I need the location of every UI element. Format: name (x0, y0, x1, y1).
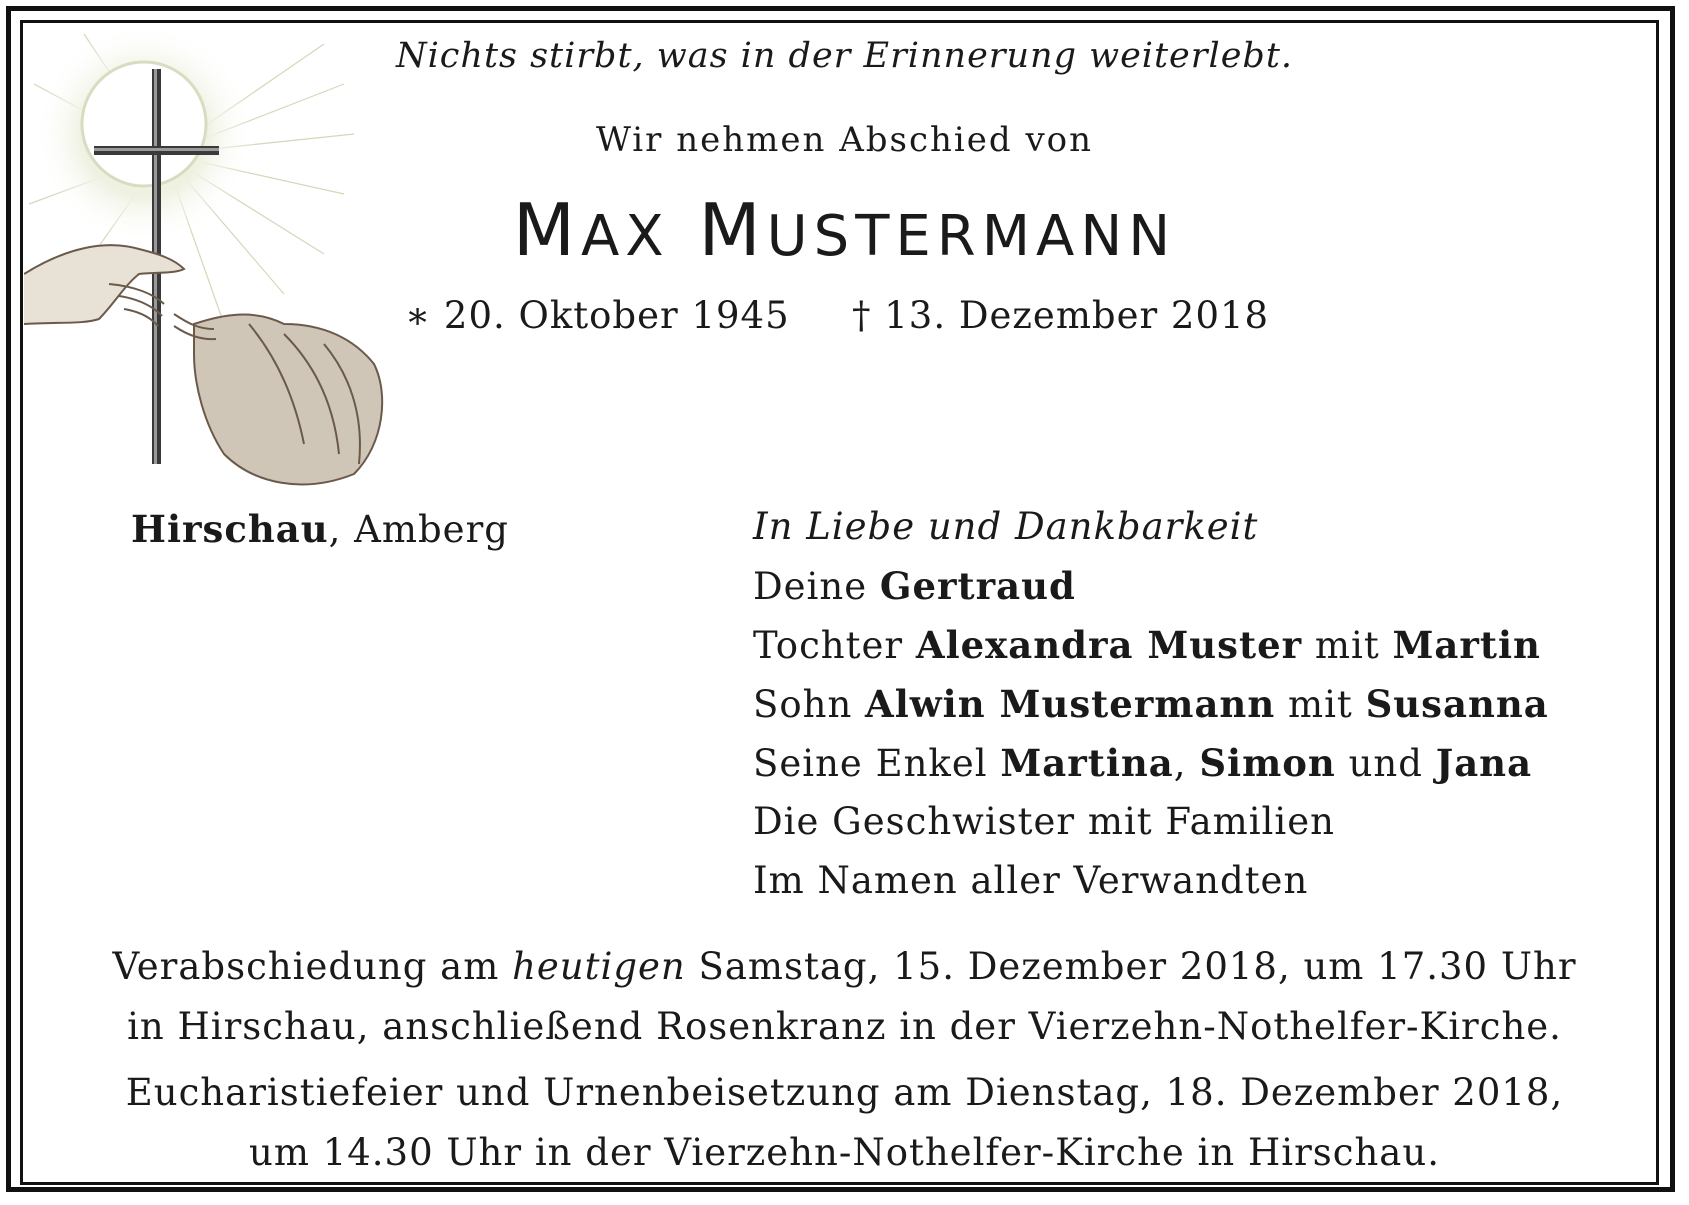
family-member-name: Jana (1435, 741, 1533, 785)
family-line-son (753, 682, 1549, 726)
birth-star-icon: ∗ (405, 294, 432, 337)
family-member-name: Martin (1392, 623, 1541, 667)
intro-line: Wir nehmen Abschied von (595, 120, 1094, 160)
family-line-label: Sohn (753, 683, 866, 726)
death-cross-icon: † (852, 294, 872, 337)
ceremony-line-1 (0, 937, 1689, 997)
ceremony-text: Samstag, 15. Dezember 2018, um 17.30 Uhr (685, 945, 1577, 988)
location-rest: , Amberg (328, 508, 509, 551)
death-date (852, 294, 1269, 337)
hands-icon (24, 245, 382, 484)
family-member-name: Susanna (1365, 682, 1549, 726)
family-member-name: Martina (1000, 741, 1174, 785)
family-line-spouse (753, 564, 1076, 608)
family-line-connector: , (1173, 742, 1200, 785)
deceased-name (0, 188, 1689, 272)
family-line-label: Seine Enkel (753, 742, 1001, 785)
first-name-initial: M (512, 188, 581, 272)
family-line-grandchildren (753, 741, 1532, 785)
location-town: Hirschau (131, 507, 329, 551)
ceremony-text: Verabschiedung am (112, 945, 513, 988)
family-heading: In Liebe und Dankbarkeit (753, 505, 1259, 548)
first-name-rest: AX (580, 204, 670, 269)
family-member-name: Simon (1199, 741, 1336, 785)
ceremony-emphasis: heutigen (512, 945, 686, 988)
family-line-label: Tochter (753, 624, 916, 667)
burial-line-1: Eucharistiefeier und Urnenbeisetzung am Dienstag, 18. Dezember 2018, (125, 1071, 1564, 1114)
last-name-initial: M (698, 188, 767, 272)
last-name-rest: USTERMANN (766, 204, 1177, 269)
location (131, 507, 509, 551)
life-dates (0, 294, 1689, 344)
family-line-connector: mit (1275, 683, 1366, 726)
burial-line-2: um 14.30 Uhr in der Vierzehn-Nothelfer-Kirche in Hirschau. (249, 1131, 1440, 1174)
motto-quote: Nichts stirbt, was in der Erinnerung weiterlebt. (395, 36, 1294, 76)
family-line-siblings: Die Geschwister mit Familien (753, 800, 1335, 843)
family-line-connector: und (1335, 742, 1436, 785)
family-member-name: Alwin Mustermann (865, 682, 1276, 726)
family-line-connector: mit (1302, 624, 1393, 667)
birth-date (405, 294, 790, 337)
farewell-ceremony-info (0, 937, 1689, 1057)
death-date-text: 13. Dezember 2018 (884, 294, 1270, 337)
ceremony-line-2: in Hirschau, anschließend Rosenkranz in der Vierzehn-Nothelfer-Kirche. (127, 1005, 1562, 1048)
burial-info (0, 1063, 1689, 1183)
family-member-name: Gertraud (879, 564, 1076, 608)
family-line-label: Deine (753, 565, 880, 608)
family-line-relatives: Im Namen aller Verwandten (753, 859, 1309, 902)
family-line-daughter (753, 623, 1541, 667)
family-member-name: Alexandra Muster (915, 623, 1303, 667)
birth-date-text: 20. Oktober 1945 (443, 294, 790, 337)
